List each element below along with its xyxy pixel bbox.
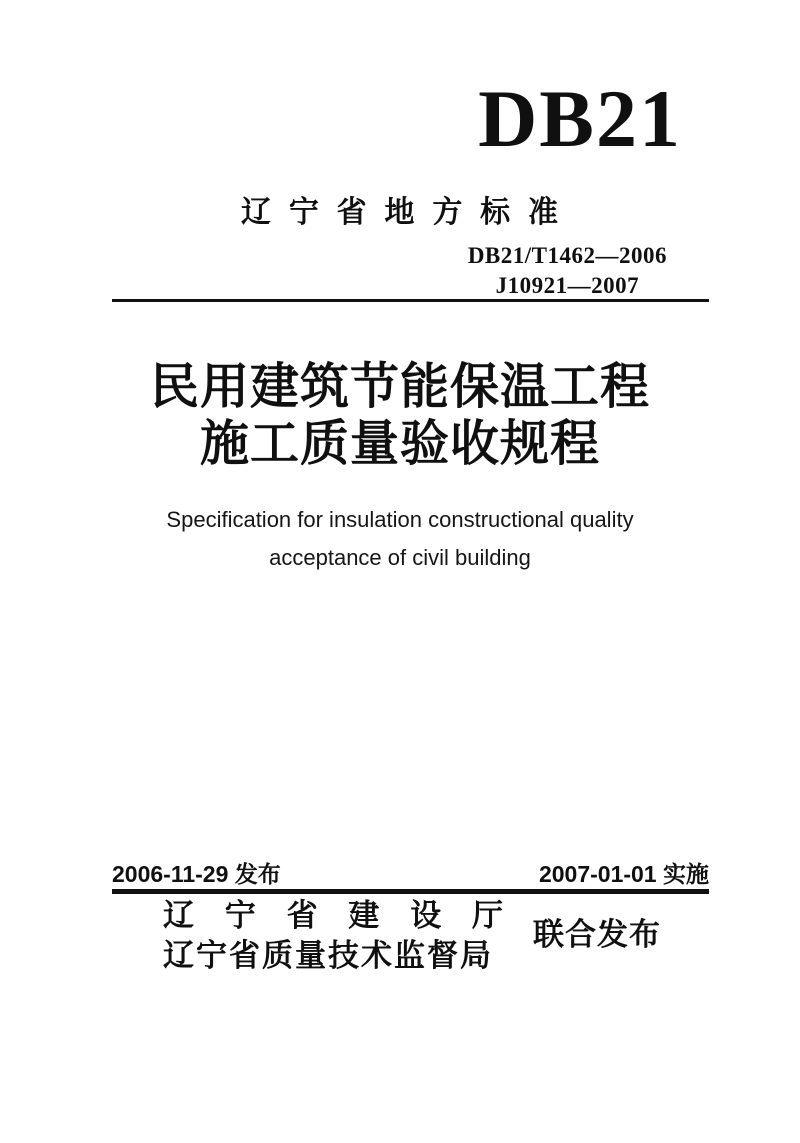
standard-number-secondary: J10921—2007 [495, 273, 640, 298]
standard-number-primary: DB21/T1462—2006 [467, 243, 667, 268]
document-title-line-2: 施工质量验收规程 [199, 416, 600, 471]
document-title-line-1: 民用建筑节能保温工程 [149, 359, 650, 414]
document-title [0, 358, 800, 472]
document-subtitle-line-2: acceptance of civil building [269, 545, 531, 570]
header-rule [112, 299, 709, 302]
standard-type-heading: 辽 宁 省 地 方 标 准 [241, 196, 559, 229]
footer-rule [112, 889, 709, 894]
standard-numbers-block [468, 241, 667, 301]
issue-date: 2006-11-29 发布 [112, 861, 281, 887]
issuer-quality-supervision-bureau: 辽宁省质量技术监督局 [163, 938, 493, 973]
standard-code-large: DB21 [478, 73, 682, 164]
dates-row [112, 861, 709, 887]
issuer-construction-department: 辽 宁 省 建 设 厅 [163, 898, 503, 933]
issuers-block [163, 896, 503, 976]
document-subtitle-english [0, 501, 800, 577]
standard-type-row [0, 196, 800, 229]
joint-release-label: 联合发布 [533, 917, 661, 952]
implement-date: 2007-01-01 实施 [538, 861, 709, 887]
document-subtitle-line-1: Specification for insulation constructional quality [166, 507, 634, 532]
